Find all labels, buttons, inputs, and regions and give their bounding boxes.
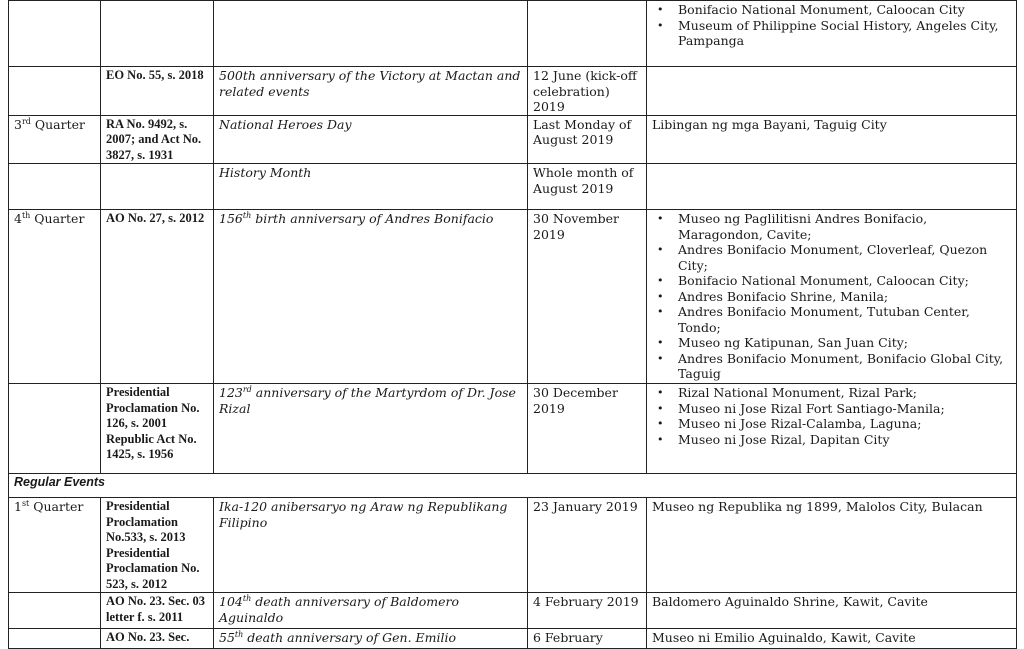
event-cell (214, 629, 528, 649)
quarter-number: 4 (14, 211, 22, 226)
legal-basis-cell (101, 164, 214, 210)
table-row (9, 67, 1017, 116)
venue-cell: Baldomero Aguinaldo Shrine, Kawit, Cavite (647, 593, 1017, 629)
list-item: • Rizal National Monument, Rizal Park; (678, 385, 1012, 401)
quarter-number: 3 (14, 116, 22, 132)
table-row (9, 629, 1017, 649)
events-table (8, 0, 1017, 649)
list-item: • Museo ni Jose Rizal Fort Santiago-Manila; (678, 401, 1012, 417)
table-row (9, 498, 1017, 593)
venue-list (652, 385, 1012, 447)
event-ordinal: rd (242, 384, 252, 394)
event-cell: 500th anniversary of the Victory at Mactan and related events (214, 67, 528, 116)
quarter-cell (9, 384, 101, 474)
event-ordinal: th (234, 629, 244, 639)
section-heading: Regular Events (9, 474, 1017, 498)
event-cell (214, 1, 528, 67)
quarter-cell (9, 164, 101, 210)
list-item: • Andres Bonifacio Shrine, Manila; (678, 289, 1012, 305)
list-item: • Museo ni Jose Rizal, Dapitan City (678, 432, 1012, 448)
date-cell: 23 January 2019 (528, 498, 647, 593)
venue-cell (647, 210, 1017, 384)
date-cell: 30 December 2019 (528, 384, 647, 474)
list-item: • Museo ng Katipunan, San Juan City; (678, 335, 1012, 351)
quarter-cell (9, 629, 101, 649)
event-number: 123 (219, 385, 243, 400)
table-row (9, 1, 1017, 67)
quarter-ordinal: rd (21, 116, 31, 126)
event-ordinal: th (242, 210, 252, 220)
quarter-cell (9, 498, 101, 593)
event-number: 104 (219, 594, 243, 609)
venue-cell (647, 164, 1017, 210)
venue-cell: Museo ni Emilio Aguinaldo, Kawit, Cavite (647, 629, 1017, 649)
quarter-cell (9, 593, 101, 629)
date-cell: 6 February (528, 629, 647, 649)
legal-basis-cell: EO No. 55, s. 2018 (101, 67, 214, 116)
legal-basis-cell: AO No. 27, s. 2012 (101, 210, 214, 384)
legal-basis-cell: Presidential Proclamation No.533, s. 2013 Presidential Proclamation No. 523, s. 2012 (101, 498, 214, 593)
event-number: 156 (219, 211, 243, 226)
quarter-cell (9, 115, 101, 164)
legal-basis-cell: AO No. 23. Sec. (101, 629, 214, 649)
venue-cell (647, 384, 1017, 474)
list-item: • Andres Bonifacio Monument, Tutuban Center, Tondo; (678, 304, 1012, 335)
event-cell (214, 384, 528, 474)
venue-cell (647, 67, 1017, 116)
date-cell: 4 February 2019 (528, 593, 647, 629)
legal-basis-cell: AO No. 23. Sec. 03 letter f. s. 2011 (101, 593, 214, 629)
table-row (9, 164, 1017, 210)
venue-cell: Libingan ng mga Bayani, Taguig City (647, 115, 1017, 164)
list-item: • Bonifacio National Monument, Caloocan City (678, 2, 1012, 18)
venue-cell (647, 1, 1017, 67)
quarter-word: Quarter (29, 499, 84, 514)
venue-list (652, 2, 1012, 49)
event-title: anniversary of the Martyrdom of Dr. Jose Rizal (219, 385, 516, 416)
list-item: • Museo ng Paglilitisni Andres Bonifacio, Maragondon, Cavite; (678, 211, 1012, 242)
event-cell (214, 210, 528, 384)
date-cell: Whole month of August 2019 (528, 164, 647, 210)
quarter-word: Quarter (30, 116, 86, 132)
event-number: 55 (219, 630, 235, 645)
quarter-ordinal: st (21, 498, 30, 508)
list-item: • Andres Bonifacio Monument, Bonifacio Global City, Taguig (678, 351, 1012, 382)
event-ordinal: th (242, 593, 252, 603)
event-title: death anniversary of Baldomero Aguinaldo (219, 594, 460, 625)
quarter-cell (9, 67, 101, 116)
table-row (9, 115, 1017, 164)
table-row (9, 384, 1017, 474)
venue-list (652, 211, 1012, 382)
date-cell: 12 June (kick-off celebration) 2019 (528, 67, 647, 116)
date-cell: Last Monday of August 2019 (528, 115, 647, 164)
quarter-number: 1 (14, 499, 22, 514)
event-title: birth anniversary of Andres Bonifacio (251, 211, 494, 226)
section-row (9, 474, 1017, 498)
legal-basis-cell (101, 1, 214, 67)
event-cell (214, 593, 528, 629)
list-item: • Museum of Philippine Social History, Angeles City, Pampanga (678, 18, 1012, 49)
date-cell: 30 November 2019 (528, 210, 647, 384)
list-item: • Bonifacio National Monument, Caloocan City; (678, 273, 1012, 289)
date-cell (528, 1, 647, 67)
list-item: • Museo ni Jose Rizal-Calamba, Laguna; (678, 416, 1012, 432)
table-row (9, 593, 1017, 629)
legal-basis-cell: RA No. 9492, s. 2007; and Act No. 3827, s. 1931 (101, 115, 214, 164)
quarter-ordinal: th (21, 210, 31, 220)
event-cell: History Month (214, 164, 528, 210)
quarter-cell (9, 1, 101, 67)
quarter-cell (9, 210, 101, 384)
legal-basis-cell: Presidential Proclamation No. 126, s. 2001 Republic Act No. 1425, s. 1956 (101, 384, 214, 474)
event-title: death anniversary of Gen. Emilio (243, 630, 457, 645)
event-cell: National Heroes Day (214, 115, 528, 164)
quarter-word: Quarter (30, 211, 85, 226)
list-item: • Andres Bonifacio Monument, Cloverleaf, Quezon City; (678, 242, 1012, 273)
venue-cell: Museo ng Republika ng 1899, Malolos City, Bulacan (647, 498, 1017, 593)
table-row (9, 210, 1017, 384)
event-cell: Ika-120 anibersaryo ng Araw ng Republikang Filipino (214, 498, 528, 593)
